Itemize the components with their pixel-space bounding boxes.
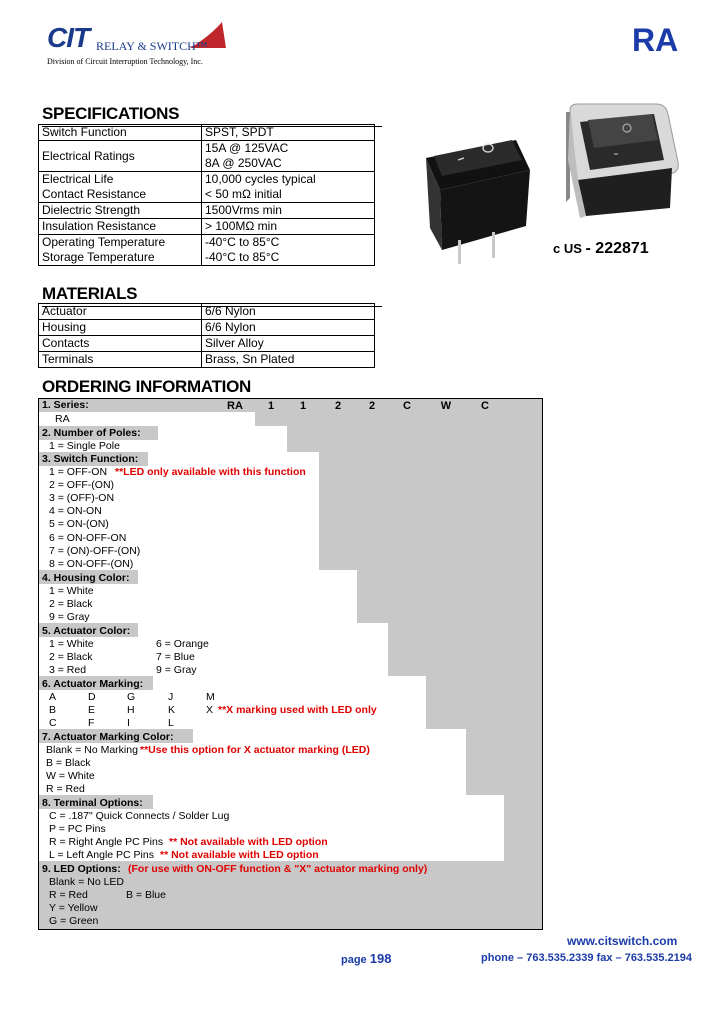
material-label: Contacts bbox=[39, 336, 202, 352]
code-cell: C bbox=[403, 400, 411, 412]
s5-list-item: 1 = White bbox=[49, 638, 94, 650]
code-cell: 1 bbox=[267, 400, 275, 412]
spec-row bbox=[39, 172, 375, 203]
s7-list-item: Blank = No Marking bbox=[46, 744, 138, 756]
material-label: Actuator bbox=[39, 304, 202, 320]
s3-list-item: 7 = (ON)-OFF-(ON) bbox=[49, 544, 141, 557]
code-cell: RA bbox=[227, 400, 243, 412]
s6-marking-cell: C bbox=[49, 717, 57, 729]
s4-list-item: 9 = Gray bbox=[49, 611, 90, 623]
s4-list-item: 2 = Black bbox=[49, 598, 93, 610]
ul-recognized-icon bbox=[553, 241, 586, 256]
s2-item: 1 = Single Pole bbox=[49, 440, 120, 452]
brand-division: Division of Circuit Interruption Technology, Inc. bbox=[47, 57, 203, 66]
s8-list-item: P = PC Pins bbox=[49, 823, 106, 835]
s6-marking-cell: J bbox=[168, 691, 174, 703]
cert-mark-text: c US bbox=[553, 241, 582, 256]
spec-label: Dielectric Strength bbox=[39, 203, 202, 219]
s7-list-item: B = Black bbox=[46, 757, 91, 769]
material-value: Silver Alloy bbox=[202, 336, 375, 352]
s6-marking-cell: A bbox=[49, 691, 57, 703]
s6-marking-cell: B bbox=[49, 704, 57, 716]
s3-note: **LED only available with this function bbox=[115, 466, 306, 478]
s7-list-item: W = White bbox=[46, 770, 95, 782]
material-row bbox=[39, 304, 375, 320]
s3-list-item: 5 = ON-(ON) bbox=[49, 518, 109, 531]
brand-logo: CIT bbox=[47, 22, 90, 53]
s4-title: 4. Housing Color: bbox=[42, 572, 130, 584]
s1-item: RA bbox=[55, 413, 70, 425]
spec-row bbox=[39, 141, 375, 172]
s7-note: **Use this option for X actuator marking (LED) bbox=[140, 744, 370, 756]
s6-marking-cell: I bbox=[127, 717, 130, 729]
spec-value: -40°C to 85°C -40°C to 85°C bbox=[202, 235, 375, 266]
s6-title: 6. Actuator Marking: bbox=[42, 678, 144, 690]
spec-label: Electrical Life Contact Resistance bbox=[39, 172, 202, 203]
s8-list-item: L = Left Angle PC Pins bbox=[49, 849, 154, 861]
s3-list-item: 4 = ON-ON bbox=[49, 505, 102, 518]
specifications-title: SPECIFICATIONS bbox=[42, 104, 180, 123]
s5-list-item: 6 = Orange bbox=[156, 638, 209, 650]
s7-title: 7. Actuator Marking Color: bbox=[42, 731, 174, 743]
spec-value: > 100MΩ min bbox=[202, 219, 375, 235]
s6-marking-cell: H bbox=[127, 704, 135, 716]
s7-list-item: R = Red bbox=[46, 783, 85, 795]
spec-value: SPST, SPDT bbox=[202, 125, 375, 141]
specifications-table bbox=[38, 124, 375, 266]
s6-marking-cell: G bbox=[127, 691, 136, 703]
spec-row bbox=[39, 235, 375, 266]
s9-list-item: Y = Yellow bbox=[49, 902, 98, 914]
s6-marking-cell: D bbox=[88, 691, 96, 703]
spec-value: 1500Vrms min bbox=[202, 203, 375, 219]
spec-label: Electrical Ratings bbox=[39, 141, 202, 172]
rocker-switch-photo bbox=[426, 140, 530, 264]
s3-list-item: 8 = ON-OFF-(ON) bbox=[49, 557, 134, 570]
material-value: 6/6 Nylon bbox=[202, 304, 375, 320]
ordering-heading bbox=[42, 377, 251, 397]
page-label: page bbox=[341, 954, 367, 966]
s3-list-item: 1 = OFF-ON bbox=[49, 466, 108, 478]
s3-list-item: 6 = ON-OFF-ON bbox=[49, 531, 127, 544]
sealed-switch-photo bbox=[568, 104, 678, 218]
page-number-value: 198 bbox=[369, 951, 392, 966]
spec-value: 10,000 cycles typical < 50 mΩ initial bbox=[202, 172, 375, 203]
s6-marking-cell: K bbox=[168, 704, 176, 716]
spec-value: 15A @ 125VAC 8A @ 250VAC bbox=[202, 141, 375, 172]
material-row bbox=[39, 320, 375, 336]
spec-label: Insulation Resistance bbox=[39, 219, 202, 235]
spec-row bbox=[39, 203, 375, 219]
s1-title: 1. Series: bbox=[42, 399, 89, 411]
s6-marking-cell: F bbox=[88, 717, 95, 729]
materials-title: MATERIALS bbox=[42, 284, 138, 303]
s5-title: 5. Actuator Color: bbox=[42, 625, 131, 637]
s2-title: 2. Number of Poles: bbox=[42, 427, 141, 439]
s9-list-item: G = Green bbox=[49, 915, 99, 927]
cert-number: - 222871 bbox=[585, 240, 649, 257]
s9-extra: B = Blue bbox=[126, 889, 166, 901]
s3-list-item: 3 = (OFF)-ON bbox=[49, 492, 115, 505]
s9-list-item: R = Red bbox=[49, 889, 88, 901]
code-cell: 1 bbox=[299, 400, 307, 412]
code-cell: 2 bbox=[334, 400, 342, 412]
s8-note-r: ** Not available with LED option bbox=[169, 836, 328, 848]
spec-row bbox=[39, 125, 375, 141]
contact-info: phone – 763.535.2339 fax – 763.535.2194 bbox=[481, 952, 692, 964]
code-cell: 2 bbox=[368, 400, 376, 412]
s6-marking-cell: L bbox=[168, 717, 174, 729]
material-value: 6/6 Nylon bbox=[202, 320, 375, 336]
page-number bbox=[341, 951, 391, 966]
material-row bbox=[39, 352, 375, 368]
code-cell: W bbox=[440, 400, 452, 412]
s8-note-l: ** Not available with LED option bbox=[160, 849, 319, 861]
material-row bbox=[39, 336, 375, 352]
specifications-heading bbox=[42, 104, 179, 124]
s5-list-item: 7 = Blue bbox=[156, 651, 195, 663]
s3-title: 3. Switch Function: bbox=[42, 453, 139, 465]
s8-list-item: C = .187" Quick Connects / Solder Lug bbox=[49, 810, 230, 822]
materials-heading bbox=[42, 284, 137, 304]
s5-list-item: 9 = Gray bbox=[156, 664, 197, 676]
s6-note: **X marking used with LED only bbox=[218, 704, 377, 716]
s4-list-item: 1 = White bbox=[49, 585, 94, 597]
ordering-title: ORDERING INFORMATION bbox=[42, 377, 252, 396]
spec-label: Operating Temperature Storage Temperature bbox=[39, 235, 202, 266]
series-title: RA bbox=[632, 22, 679, 58]
material-label: Housing bbox=[39, 320, 202, 336]
s9-list-item: Blank = No LED bbox=[49, 876, 124, 888]
s8-list-item: R = Right Angle PC Pins bbox=[49, 836, 164, 848]
brand-tagline: RELAY & SWITCH™ bbox=[96, 39, 208, 53]
s6-marking-cell: M bbox=[206, 691, 215, 703]
s3-list-item: 2 = OFF-(ON) bbox=[49, 479, 115, 492]
s5-list-item: 2 = Black bbox=[49, 651, 93, 663]
material-value: Brass, Sn Plated bbox=[202, 352, 375, 368]
spec-label: Switch Function bbox=[39, 125, 202, 141]
s9-note: (For use with ON-OFF function & "X" actuator marking only) bbox=[128, 863, 428, 875]
certification-mark bbox=[553, 240, 649, 258]
s6-marking-cell: E bbox=[88, 704, 96, 716]
website-link[interactable]: www.citswitch.com bbox=[567, 934, 678, 948]
code-cell: C bbox=[481, 400, 489, 412]
s5-list-item: 3 = Red bbox=[49, 664, 87, 676]
spec-row bbox=[39, 219, 375, 235]
s6-marking-cell: X bbox=[206, 704, 214, 716]
s9-title: 9. LED Options: bbox=[42, 863, 121, 875]
materials-table bbox=[38, 303, 375, 368]
ordering-chart bbox=[38, 398, 543, 930]
s8-title: 8. Terminal Options: bbox=[42, 797, 143, 809]
material-label: Terminals bbox=[39, 352, 202, 368]
